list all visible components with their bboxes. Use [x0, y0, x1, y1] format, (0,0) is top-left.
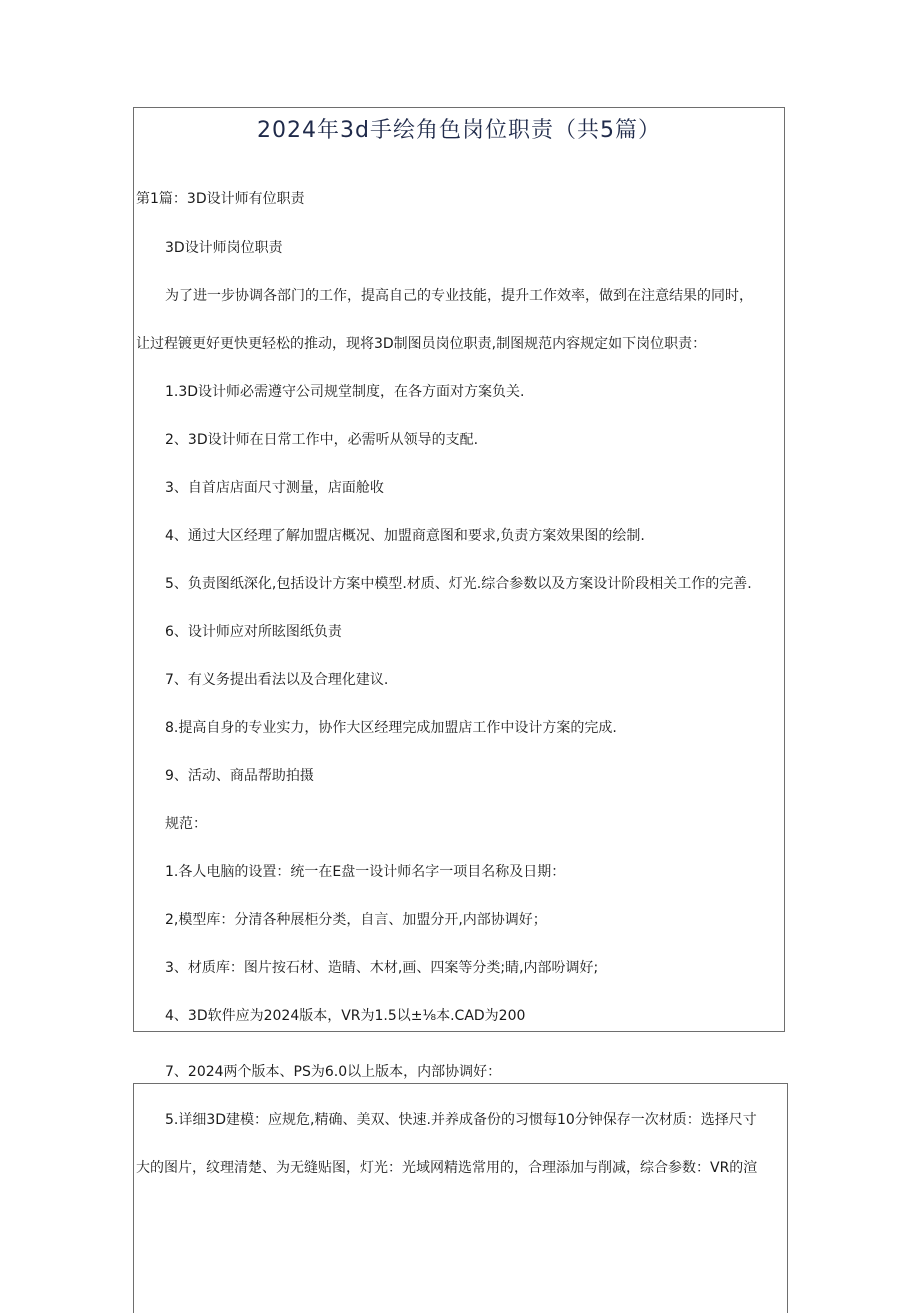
list-item: 7、2024两个版本、PS为6.0以上版本，内部协调好： [165, 1064, 502, 1080]
subsection-heading: 3D设计师岗位职责 [165, 240, 283, 256]
list-item: 2,模型库：分清各种展柜分类，自言、加盟分开,内部协调好； [165, 912, 547, 928]
list-item: 1.3D设计师必需遵守公司规堂制度，在各方面对方案负关. [165, 384, 525, 400]
list-item: 7、有义务提出看法以及合理化建议. [165, 672, 389, 688]
paragraph-line: 让过程镀更好更快更轻松的推动，现将3D制图员岗位职责,制图规范内容规定如下岗位职责： [136, 336, 707, 352]
list-item: 2、3D设计师在日常工作中，必需听从领导的支配. [165, 432, 479, 448]
list-item: 6、设计师应对所眩图纸负责 [165, 624, 342, 640]
subsection-heading: 规范： [165, 816, 207, 832]
list-item: 5.详细3D建模：应规危,精确、美双、快速.并养成备份的习惯每10分钟保存一次材质：选择尺寸 [165, 1112, 757, 1128]
list-item: 3、自首店店面尺寸测量，店面舱收 [165, 480, 384, 496]
list-item: 4、3D软件应为2024版本，VR为1.5以±⅛本.CAD为200 [165, 1008, 526, 1024]
list-item: 4、通过大区经理了解加盟店概况、加盟商意图和要求,负责方案效果图的绘制. [165, 528, 645, 544]
list-item: 1.各人电脑的设置：统一在E盘一设计师名字一项目名称及日期： [165, 864, 566, 880]
list-item: 9、活动、商品帮助拍摄 [165, 768, 314, 784]
paragraph-line: 为了进一步协调各部门的工作，提高自己的专业技能，提升工作效率，做到在注意结果的同时， [165, 288, 753, 304]
paragraph-line: 大的图片，纹理清楚、为无缝贴图，灯光：光域网精选常用的，合理添加与削减，综合参数：VR的渲 [136, 1160, 758, 1176]
list-item: 5、负责图纸深化,包括设计方案中模型.材质、灯光.综合参数以及方案设计阶段相关工作的完善. [165, 576, 752, 592]
list-item: 3、材质库：图片按石材、造睛、木材,画、四案等分类;睛,内部吩调好; [165, 960, 599, 976]
list-item: 8.提高自身的专业实力，协作大区经理完成加盟店工作中设计方案的完成. [165, 720, 617, 736]
document-title: 2024年3d手绘角色岗位职责（共5篇） [257, 118, 661, 143]
section-heading: 第1篇：3D设计师有位职责 [136, 191, 305, 207]
